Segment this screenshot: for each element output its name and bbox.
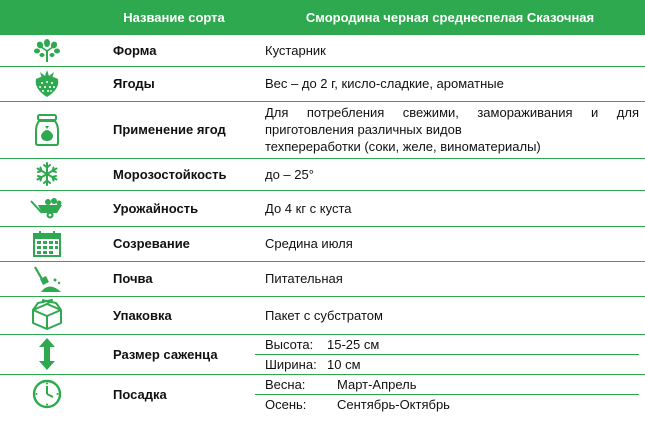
size-width-value: 10 см: [327, 356, 361, 372]
size-width: [255, 355, 639, 374]
shovel-soil-icon: [0, 261, 93, 296]
table-row: [0, 101, 645, 158]
jam-jar-icon: [0, 101, 93, 158]
table-row: [0, 190, 645, 226]
planting-spring-label: Весна:: [265, 376, 306, 392]
row-value-berries: Вес – до 2 г, кисло-сладкие, ароматные: [265, 76, 504, 91]
table-row: [0, 374, 645, 414]
planting-spring-value: Март-Апрель: [337, 376, 417, 392]
table-row: [0, 226, 645, 261]
vertical-arrow-icon: [0, 334, 93, 374]
row-value-usage: [255, 101, 645, 158]
strawberry-icon: [0, 66, 93, 101]
wheelbarrow-icon: [0, 190, 93, 226]
row-value-size: [255, 334, 645, 374]
row-name-size: Размер саженца: [113, 346, 218, 362]
row-name-usage: Применение ягод: [113, 122, 226, 137]
table-header: [0, 0, 645, 35]
table-row: [0, 334, 645, 374]
row-name-soil: Почва: [113, 271, 153, 286]
usage-line-2: приготовления различных видов: [265, 122, 462, 137]
usage-line-3: техпереработки (соки, желе, виноматериалы): [265, 139, 541, 154]
row-value-soil: Питательная: [265, 271, 343, 286]
row-name-planting: Посадка: [113, 386, 167, 402]
planting-autumn: [255, 395, 639, 414]
clock-icon: [0, 374, 93, 414]
size-width-label: Ширина:: [265, 356, 317, 372]
size-height-value: 15-25 см: [327, 336, 380, 352]
header-col2: Смородина черная среднеспелая Сказочная: [305, 10, 595, 25]
planting-spring: [255, 375, 639, 395]
snowflake-icon: [0, 158, 93, 190]
row-name-frost: Морозостойкость: [113, 166, 227, 182]
row-name-ripening: Созревание: [113, 236, 190, 251]
header-icon-cell: [0, 0, 93, 35]
header-col1: Название сорта: [123, 10, 225, 25]
row-name-package: Упаковка: [113, 307, 172, 323]
row-value-ripening: Средина июля: [265, 236, 353, 251]
row-value-package: Пакет с субстратом: [265, 307, 383, 323]
row-value-form: Кустарник: [265, 42, 326, 58]
table-row: [0, 296, 645, 334]
table-row: [0, 158, 645, 190]
size-height: [255, 335, 639, 355]
row-value-yield: До 4 кг с куста: [265, 200, 352, 216]
table-row: [0, 261, 645, 296]
table-row: [0, 66, 645, 101]
planting-autumn-value: Сентябрь-Октябрь: [337, 396, 450, 412]
row-name-yield: Урожайность: [113, 200, 199, 216]
row-name-form: Форма: [113, 42, 157, 58]
table-row: [0, 35, 645, 66]
box-icon: [0, 296, 93, 334]
usage-line-1: Для потребления свежими, замораживания и для: [265, 105, 639, 120]
bush-icon: [0, 35, 93, 66]
calendar-icon: [0, 226, 93, 261]
row-value-planting: [255, 374, 645, 414]
size-height-label: Высота:: [265, 336, 314, 352]
planting-autumn-label: Осень:: [265, 396, 307, 412]
row-value-frost: до – 25°: [265, 166, 314, 182]
row-name-berries: Ягоды: [113, 76, 155, 91]
